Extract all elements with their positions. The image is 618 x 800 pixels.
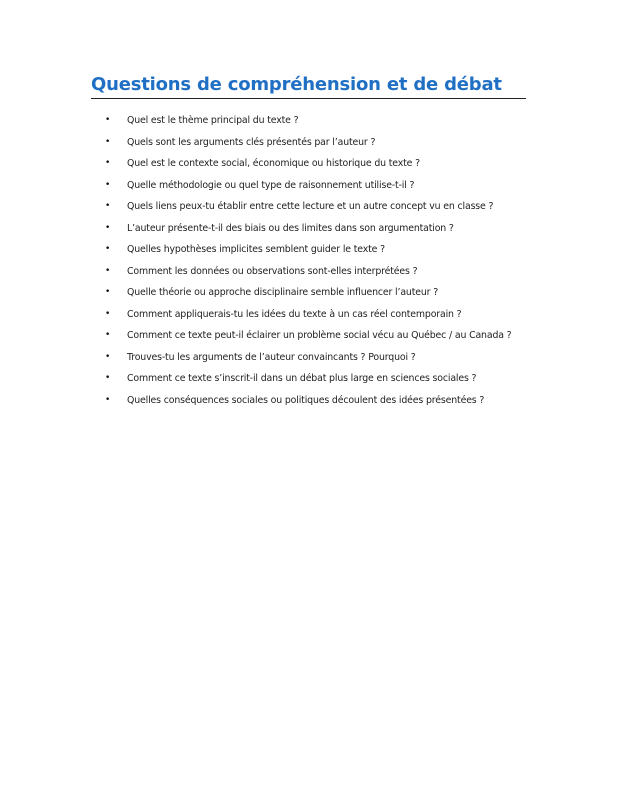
list-item [102,110,532,132]
bullet-icon: • [105,244,111,254]
bullet-icon: • [105,330,111,340]
bullet-icon: • [105,308,111,319]
bullet-icon: • [105,158,111,168]
question-text: Comment ce texte peut-il éclairer un problème social vécu au Québec / au Canada ? [127,330,512,341]
bullet-icon: • [105,179,111,190]
list-item [102,347,532,369]
list-item [102,239,532,261]
list-item [102,132,532,154]
list-item [102,153,532,175]
bullet-icon: • [105,287,111,297]
list-item [102,368,532,390]
heading-underline [91,98,526,99]
bullet-icon: • [105,373,111,383]
list-item [102,175,532,197]
question-text: Comment les données ou observations sont-elles interprétées ? [127,265,418,277]
question-text: Quelle méthodologie ou quel type de raisonnement utilise-t-il ? [127,179,415,191]
question-text: Quels sont les arguments clés présentés par l’auteur ? [127,136,376,148]
question-text: Quelles hypothèses implicites semblent guider le texte ? [127,244,385,255]
question-text: Trouves-tu les arguments de l’auteur convaincants ? Pourquoi ? [127,351,416,363]
bullet-icon: • [105,265,111,276]
questions-list [102,110,532,411]
list-item [102,304,532,326]
question-text: Quels liens peux-tu établir entre cette lecture et un autre concept vu en classe ? [127,201,494,212]
question-text: Quel est le contexte social, économique ou historique du texte ? [127,158,420,169]
section-heading: Questions de compréhension et de débat [91,74,502,95]
list-item [102,325,532,347]
question-text: L’auteur présente-t-il des biais ou des limites dans son argumentation ? [127,222,454,234]
list-item [102,282,532,304]
list-item [102,390,532,412]
list-item [102,196,532,218]
bullet-icon: • [105,394,111,405]
question-text: Quel est le thème principal du texte ? [127,115,299,126]
question-text: Comment ce texte s’inscrit-il dans un débat plus large en sciences sociales ? [127,373,477,384]
question-text: Quelle théorie ou approche disciplinaire semble influencer l’auteur ? [127,287,439,298]
list-item [102,218,532,240]
bullet-icon: • [105,115,111,125]
bullet-icon: • [105,222,111,233]
bullet-icon: • [105,201,111,211]
question-text: Quelles conséquences sociales ou politiques découlent des idées présentées ? [127,394,485,406]
list-item [102,261,532,283]
question-text: Comment appliquerais-tu les idées du texte à un cas réel contemporain ? [127,308,462,320]
bullet-icon: • [105,136,111,147]
bullet-icon: • [105,351,111,362]
